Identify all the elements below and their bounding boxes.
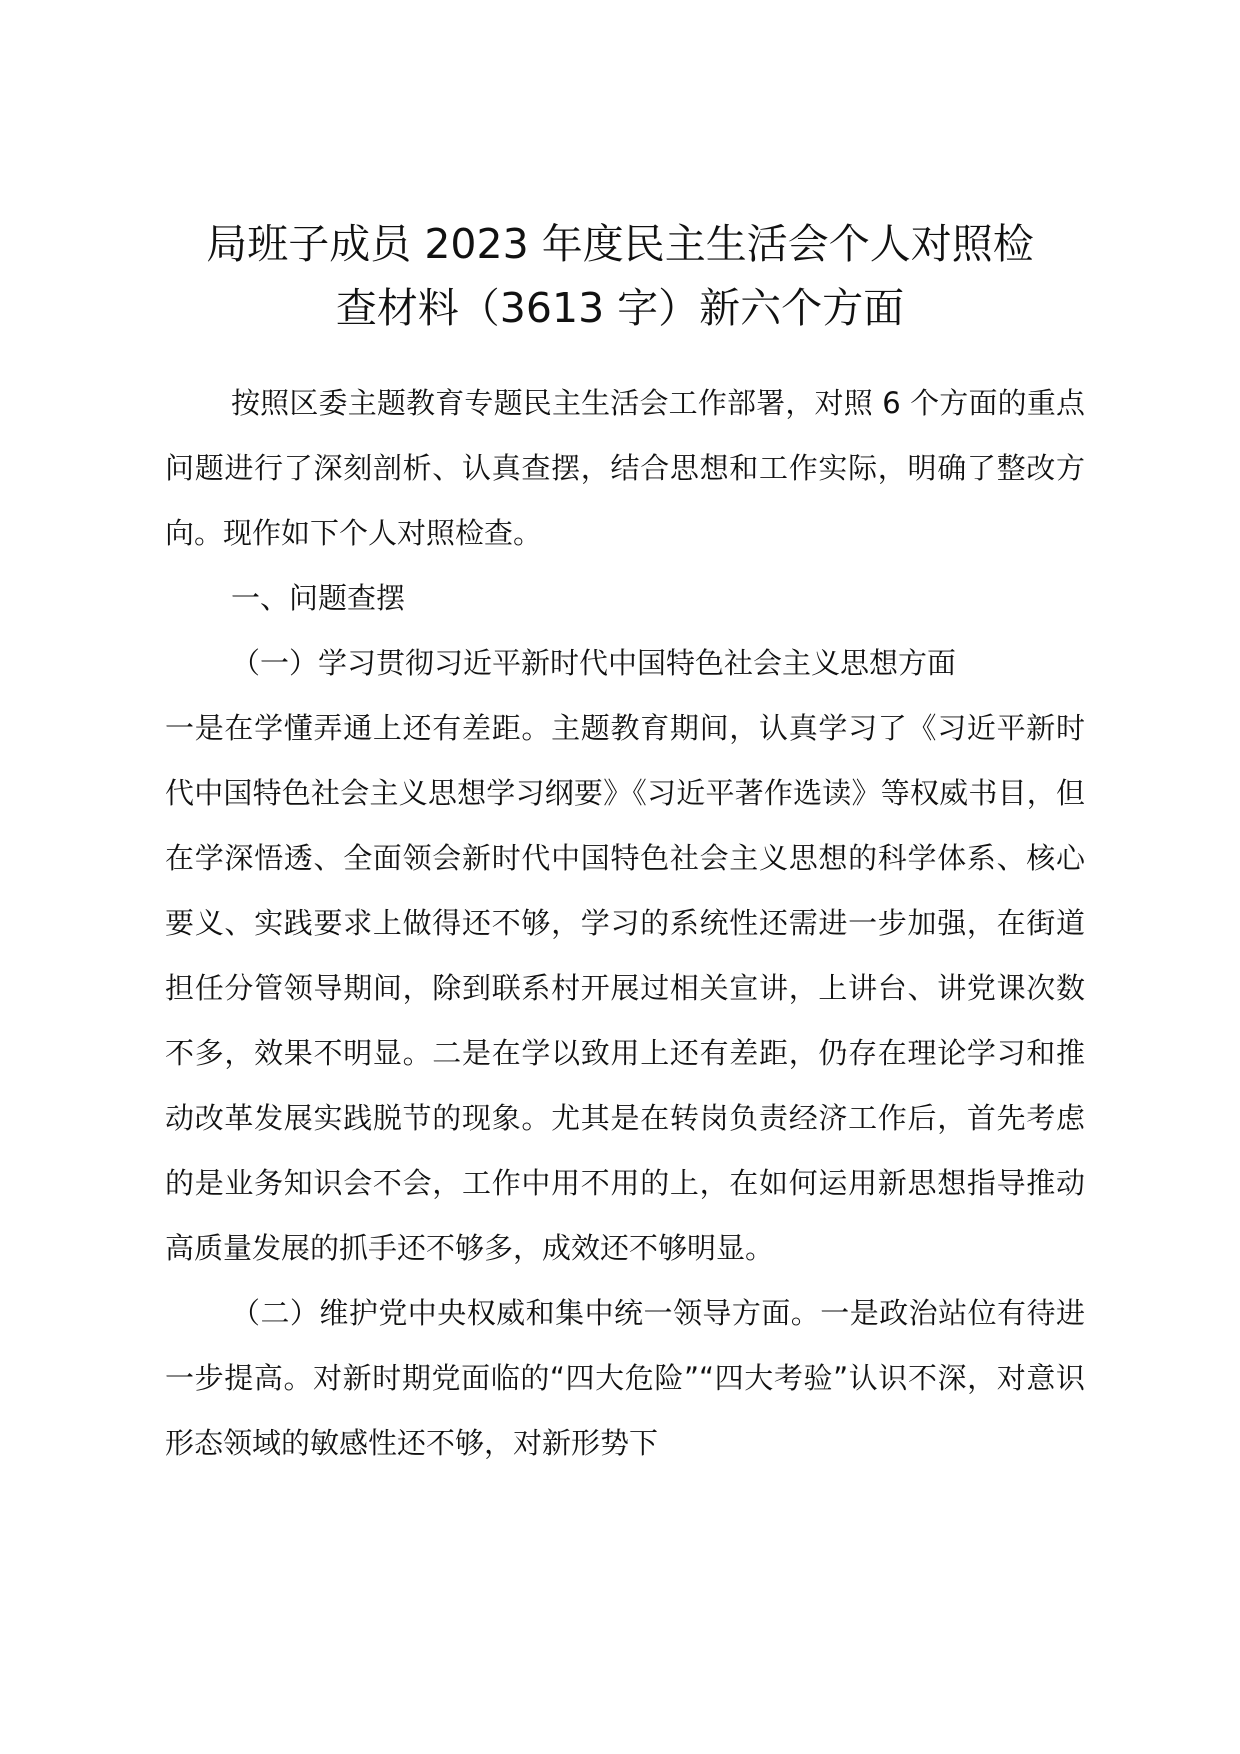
title-line-1: 局班子成员 2023 年度民主生活会个人对照检 bbox=[206, 220, 1034, 268]
intro-paragraph: 按照区委主题教育专题民主生活会工作部署，对照 6 个方面的重点问题进行了深刻剖析、认真查摆，结合思想和工作实际，明确了整改方向。现作如下个人对照检查。 bbox=[165, 386, 1085, 550]
document-title bbox=[150, 212, 1090, 340]
title-line-2: 查材料（3613 字）新六个方面 bbox=[335, 284, 905, 332]
section-heading: 一、问题查摆 bbox=[231, 581, 406, 615]
body-paragraph: 一是在学懂弄通上还有差距。主题教育期间，认真学习了《习近平新时代中国特色社会主义思想学习纲要》《习近平著作选读》等权威书目，但在学深悟透、全面领会新时代中国特色社会主义思想的科学体系、核心要义、实践要求上做得还不够，学习的系统性还需进一步加强，在街道担任分管领导期间，除到联系村开展过相关宣讲，上讲台、讲党课次数不多，效果不明显。二是在学以致用上还有差距，仍存在理论学习和推动改革发展实践脱节的现象。尤其是在转岗负责经济工作后，首先考虑的是业务知识会不会，工作中用不用的上，在如何运用新思想指导推动高质量发展的抓手还不够多，成效还不够明显。 bbox=[165, 711, 1085, 1265]
document-body bbox=[165, 371, 1085, 1476]
body-paragraph: （二）维护党中央权威和集中统一领导方面。一是政治站位有待进一步提高。对新时期党面临的“四大危险”“四大考验”认识不深，对意识形态领域的敏感性还不够，对新形势下 bbox=[165, 1296, 1085, 1460]
subsection-heading: （一）学习贯彻习近平新时代中国特色社会主义思想方面 bbox=[231, 646, 957, 680]
